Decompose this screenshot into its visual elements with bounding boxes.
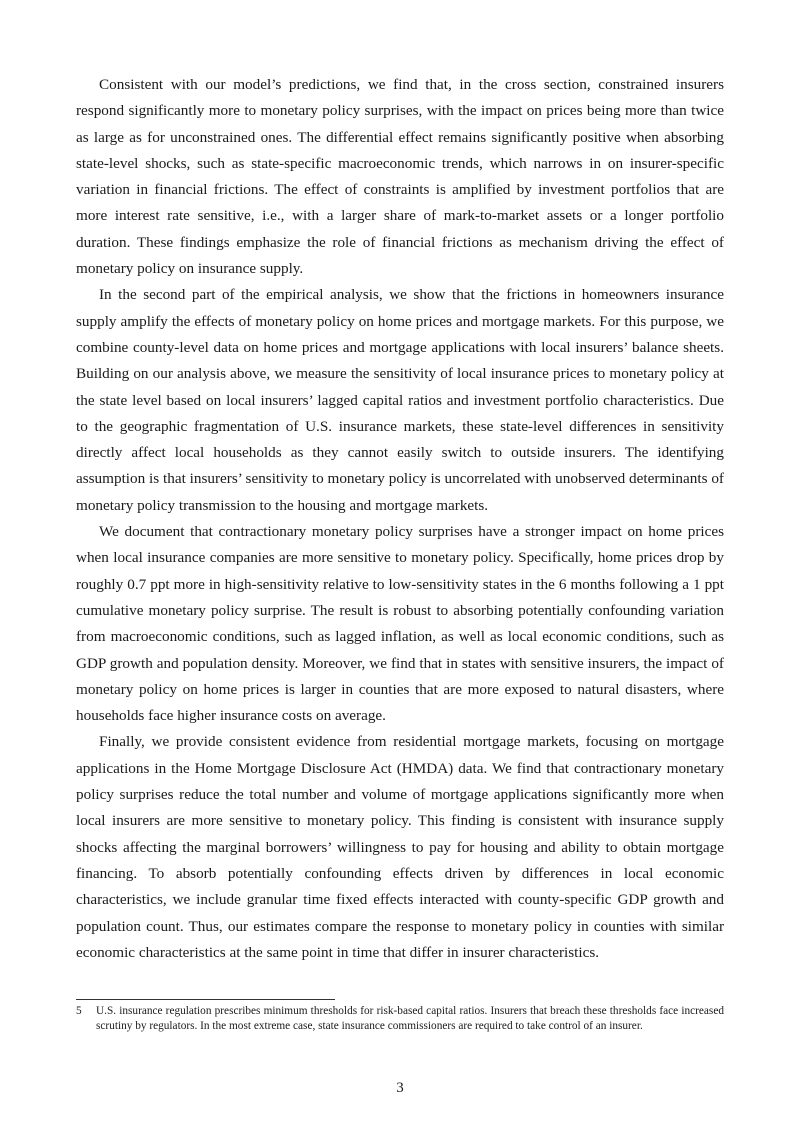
- footnote-text: U.S. insurance regulation prescribes minimum thresholds for risk-based capital ratios. Insurers that breach these thresholds face increased scrutiny by regulators. In the most extreme case, state insurance commissioners are required to take control of an insurer.: [96, 1005, 724, 1033]
- footnote: [76, 1004, 724, 1034]
- body-text: [76, 72, 724, 966]
- paragraph-home-prices: We document that contractionary monetary policy surprises have a stronger impact on home prices when local insurance companies are more sensitive to monetary policy. Specifically, home prices drop by roughly 0.7 ppt more in high-sensitivity relative to low-sensitivity states in the 6 months following a 1 ppt cumulative monetary policy surprise. The result is robust to absorbing potentially confounding variation from macroeconomic conditions, such as lagged inflation, as well as local economic conditions, such as GDP growth and population density. Moreover, we find that in states with sensitive insurers, the impact of monetary policy on home prices is larger in counties that are more exposed to natural disasters, where households face higher insurance costs on average.: [76, 523, 724, 725]
- page-number: 3: [396, 1080, 404, 1096]
- paragraph-mortgage-markets: Finally, we provide consistent evidence from residential mortgage markets, focusing on mortgage applications in the Home Mortgage Disclosure Act (HMDA) data. We find that contractionary monetary policy surprises reduce the total number and volume of mortgage applications significantly more when local insurers are more sensitive to monetary policy. This finding is consistent with insurance supply shocks affecting the marginal borrowers’ willingness to pay for housing and ability to obtain mortgage financing. To absorb potentially confounding effects driven by differences in local economic characteristics, we include granular time fixed effects interacted with county-specific GDP growth and population count. Thus, our estimates compare the response to monetary policy in counties with similar economic characteristics at the same point in time that differ in insurer characteristics.: [76, 733, 724, 961]
- footnote-divider: [76, 999, 335, 1000]
- paragraph-empirical-analysis: In the second part of the empirical analysis, we show that the frictions in homeowners insurance supply amplify the effects of monetary policy on home prices and mortgage markets. For this purpose, we combine county-level data on home prices and mortgage applications with local insurers’ balance sheets. Building on our analysis above, we measure the sensitivity of local insurance prices to monetary policy at the state level based on local insurers’ lagged capital ratios and investment portfolio characteristics. Due to the geographic fragmentation of U.S. insurance markets, these state-level differences in sensitivity directly affect local households as they cannot easily switch to outside insurers. The identifying assumption is that insurers’ sensitivity to monetary policy is uncorrelated with unobserved determinants of monetary policy transmission to the housing and mortgage markets.: [76, 286, 724, 514]
- paragraph-model-predictions: Consistent with our model’s predictions, we find that, in the cross section, constrained insurers respond significantly more to monetary policy surprises, with the impact on prices being more than twice as large as for unconstrained ones. The differential effect remains significantly positive when absorbing state-level shocks, such as state-specific macroeconomic trends, which narrows in on insurer-specific variation in financial frictions. The effect of constraints is amplified by investment portfolios that are more interest rate sensitive, i.e., with a larger share of mark-to-market assets or a longer portfolio duration. These findings emphasize the role of financial frictions as mechanism driving the effect of monetary policy on insurance supply.: [76, 76, 724, 278]
- footnote-number: 5: [76, 1005, 82, 1017]
